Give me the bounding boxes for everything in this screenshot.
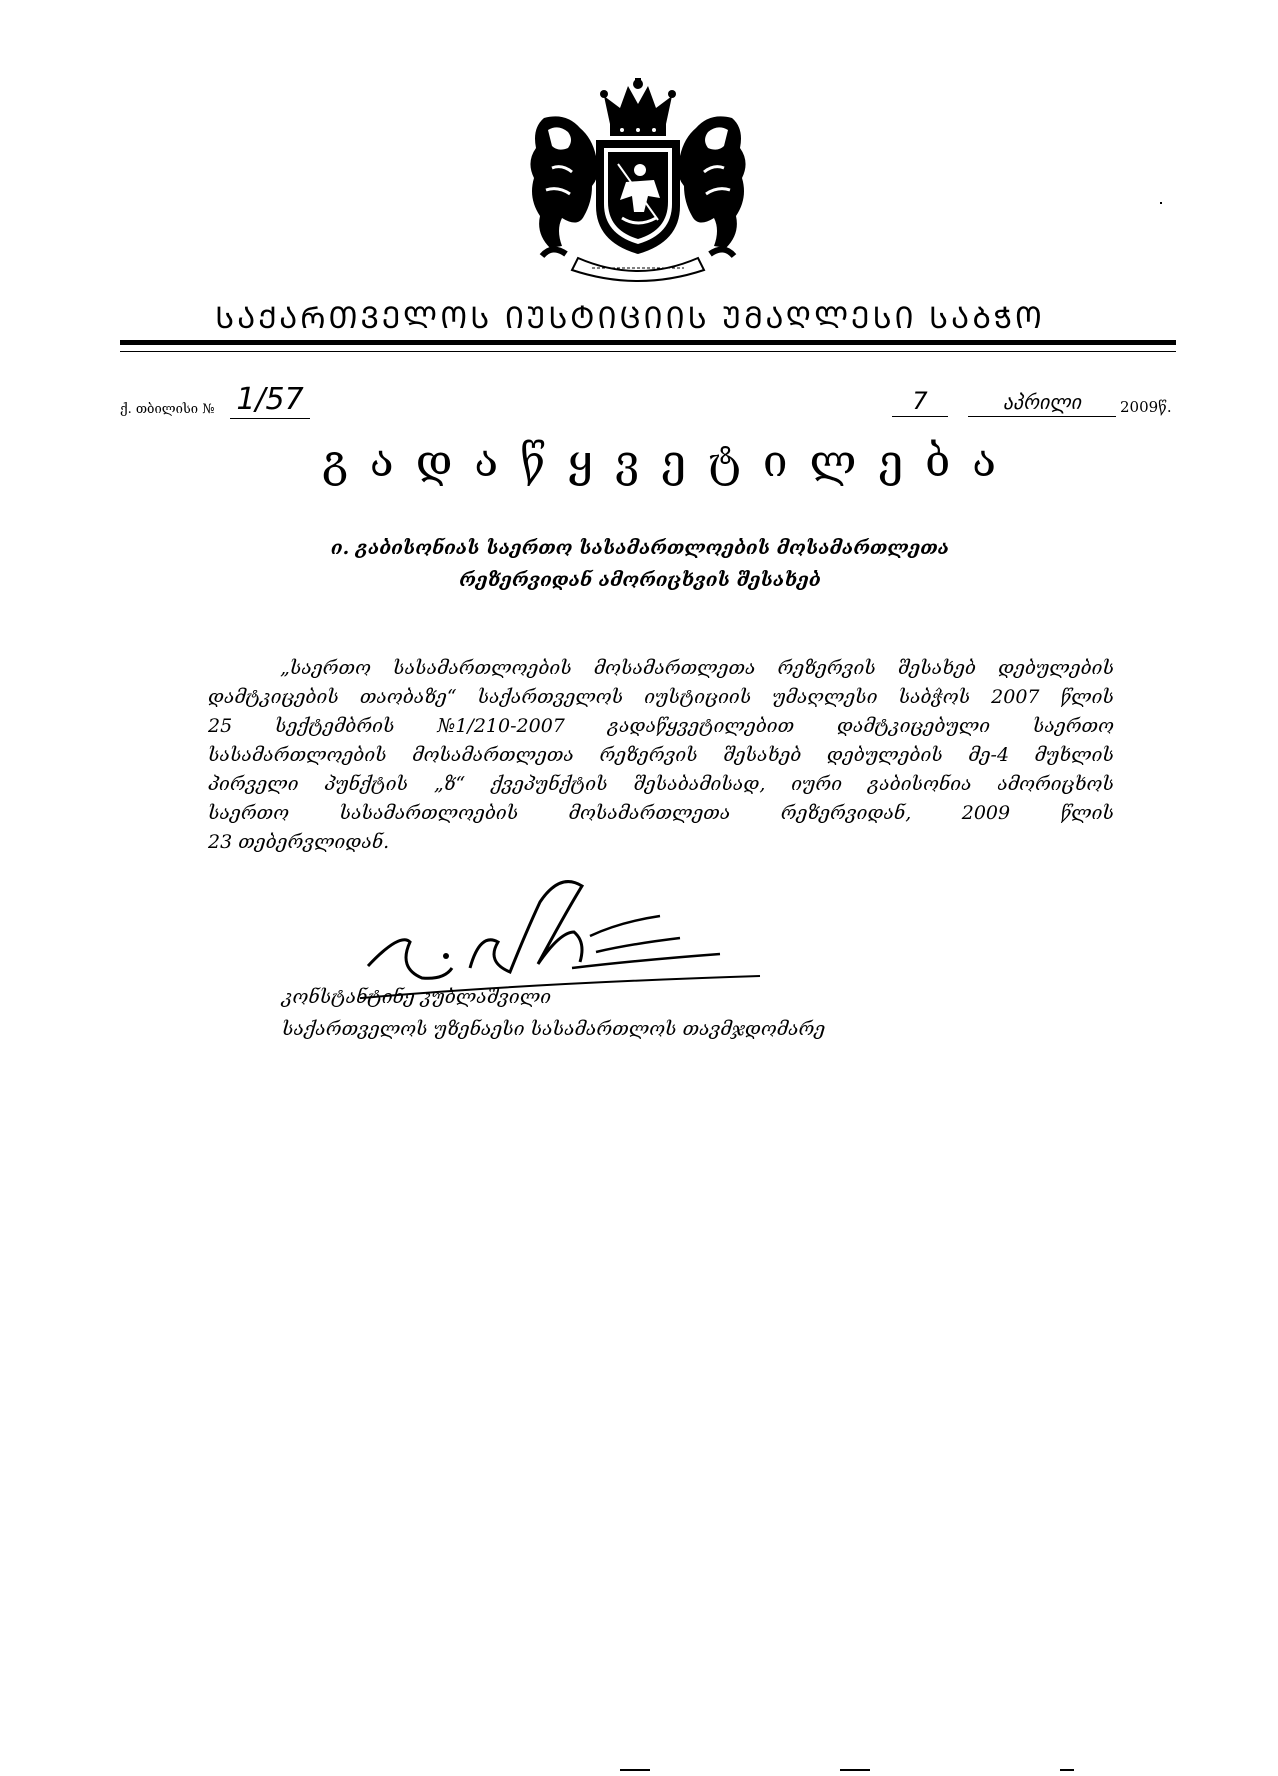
- body-word: №1/210-2007: [437, 715, 565, 737]
- header-rule-thin: [120, 351, 1176, 352]
- body-word: ქვეპუნქტის: [491, 773, 608, 795]
- date-month: აპრილი: [968, 388, 1116, 417]
- scan-speck: [840, 1769, 870, 1771]
- left-lion-icon: [530, 116, 598, 256]
- document-subject: [300, 532, 980, 596]
- signatory-title: საქართველოს უზენაესი სასამართლოს თავმჯდომარე: [282, 1018, 826, 1040]
- body-word: საერთო: [1032, 715, 1114, 737]
- body-word: წლის: [1060, 802, 1114, 824]
- body-word: რეზერვიდან,: [780, 802, 912, 824]
- body-word: საბჭოს: [898, 686, 971, 708]
- scan-speck: [1060, 1769, 1074, 1771]
- body-line: [208, 799, 1114, 828]
- body-word: თაობაზე“: [359, 686, 457, 708]
- body-line: [208, 654, 1114, 683]
- body-word: მოსამართლეთა: [412, 744, 574, 766]
- body-word: პირველი: [208, 773, 299, 795]
- body-word: გაბისონია: [867, 773, 972, 795]
- body-word: დამტკიცებული: [836, 715, 991, 737]
- body-word: იური: [791, 773, 843, 795]
- body-word: „საერთო: [280, 657, 371, 679]
- body-word: 2007: [991, 686, 1040, 708]
- body-word: წლის: [1060, 686, 1114, 708]
- body-word: შესახებ: [723, 744, 802, 766]
- body-word: შესახებ: [897, 657, 976, 679]
- signatory-name: კონსტანტინე კუბლაშვილი: [282, 986, 552, 1008]
- body-word: პუნქტის: [324, 773, 409, 795]
- body-word: სასამართლოების: [339, 802, 519, 824]
- body-word: მე-4: [968, 744, 1010, 766]
- body-word: უმაღლესი: [772, 686, 878, 708]
- body-line: [208, 828, 1114, 857]
- header-rule-thick: [120, 340, 1176, 345]
- crown-icon: [600, 78, 676, 136]
- date-year: 2009წ.: [1120, 398, 1172, 416]
- body-word: მუხლის: [1034, 744, 1114, 766]
- subject-line: ი. გაბისონიას საერთო სასამართლოების მოსამართლეთა: [330, 537, 950, 559]
- body-paragraph: [208, 654, 1114, 857]
- scan-speck: [1160, 202, 1162, 204]
- body-word: სასამართლოების: [393, 657, 572, 679]
- body-line: [208, 741, 1114, 770]
- body-line: [208, 712, 1114, 741]
- body-word: იუსტიციის: [644, 686, 752, 708]
- body-word: გადაწყვეტილებით: [607, 715, 795, 737]
- body-word: საერთო: [208, 802, 290, 824]
- body-word: მოსამართლეთა: [593, 657, 756, 679]
- coat-of-arms-emblem: [522, 78, 754, 284]
- body-word: რეზერვის: [777, 657, 876, 679]
- body-word: 2009: [961, 802, 1011, 824]
- body-word: რეზერვის: [599, 744, 698, 766]
- document-number-label: ქ. თბილისი №: [120, 402, 215, 417]
- body-word: დებულების: [998, 657, 1114, 679]
- document-number: 1/57: [230, 382, 310, 419]
- body-line: [208, 770, 1114, 799]
- right-lion-icon: [678, 116, 746, 256]
- body-word: დამტკიცების: [208, 686, 339, 708]
- date-day: 7: [892, 386, 948, 417]
- body-word: შესაბამისად,: [633, 773, 766, 795]
- body-word: „ზ“: [433, 773, 466, 795]
- document-heading: გადაწყვეტილება: [321, 436, 1018, 487]
- institution-title: ᲡᲐᲥᲐᲠᲗᲕᲔᲚᲝᲡ ᲘᲣᲡᲢᲘᲪᲘᲘᲡ ᲣᲛᲐᲦᲚᲔᲡᲘ ᲡᲐᲑᲭᲝ: [215, 301, 1045, 336]
- body-word: მოსამართლეთა: [568, 802, 731, 824]
- shield-icon: [596, 140, 680, 254]
- body-word: საქართველოს: [477, 686, 624, 708]
- body-word: 25: [208, 715, 233, 737]
- body-line: [208, 683, 1114, 712]
- body-word: ამორიცხოს: [997, 773, 1114, 795]
- body-word: სასამართლოების: [208, 744, 387, 766]
- scan-speck: [620, 1769, 650, 1771]
- body-word: 23 თებერვლიდან.: [208, 831, 390, 853]
- subject-line: რეზერვიდან ამორიცხვის შესახებ: [459, 569, 821, 591]
- body-word: სექტემბრის: [275, 715, 395, 737]
- body-word: დებულების: [826, 744, 943, 766]
- motto-ribbon: [572, 258, 704, 281]
